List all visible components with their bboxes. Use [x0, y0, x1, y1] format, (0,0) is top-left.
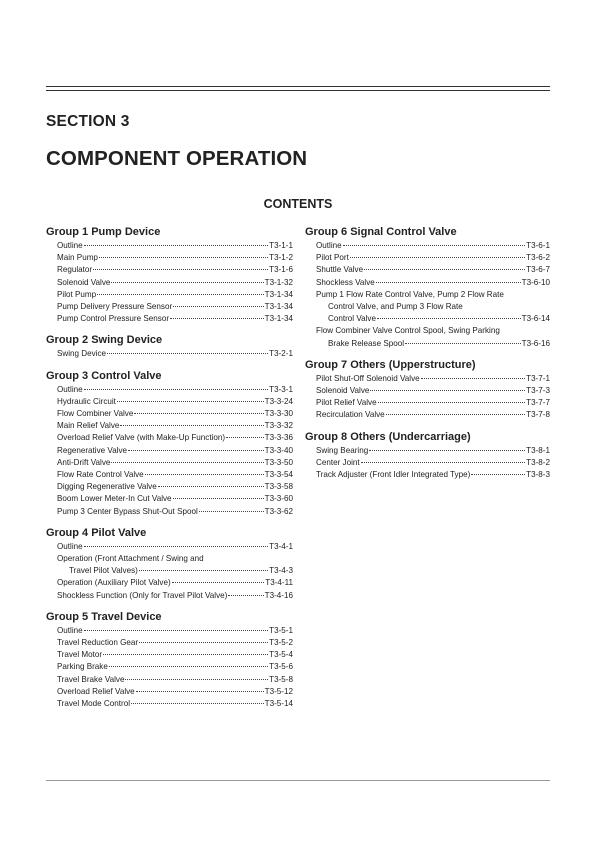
toc-entry[interactable]	[46, 493, 293, 505]
entry-title: Solenoid Valve	[316, 386, 370, 396]
group-title: Group 7 Others (Upperstructure)	[305, 358, 476, 371]
toc-group	[46, 526, 293, 602]
entry-page: T3-4-3	[269, 566, 293, 576]
entry-title: Pump 3 Center Bypass Shut-Out Spool	[57, 506, 198, 516]
top-rule	[46, 86, 550, 91]
toc-entry[interactable]	[46, 565, 293, 577]
dot-leader	[364, 269, 525, 270]
toc-entry[interactable]	[46, 625, 293, 637]
entry-page: T3-6-10	[521, 277, 550, 287]
toc-entry[interactable]	[305, 338, 550, 350]
entry-title: Main Pump	[57, 253, 98, 263]
entry-page: T3-6-14	[521, 314, 550, 324]
entry-title: Anti-Drift Valve	[57, 457, 111, 467]
entry-page: T3-4-11	[265, 578, 293, 588]
dot-leader	[109, 666, 268, 667]
toc-column-left	[46, 225, 293, 718]
entry-title: Shockless Valve	[316, 277, 375, 287]
toc-entry[interactable]	[305, 457, 550, 469]
entry-page: T3-1-32	[264, 277, 293, 287]
dot-leader	[111, 282, 263, 283]
dot-leader	[172, 582, 265, 583]
entry-page: T3-3-36	[264, 433, 293, 443]
toc-group	[305, 225, 550, 350]
entry-title: Parking Brake	[57, 662, 108, 672]
entry-page: T3-5-6	[269, 662, 293, 672]
toc-entry[interactable]	[305, 264, 550, 276]
toc-entry[interactable]	[46, 420, 293, 432]
entry-title: Travel Brake Valve	[57, 674, 125, 684]
toc-entry[interactable]	[46, 264, 293, 276]
toc-entry[interactable]	[305, 469, 550, 481]
group-title: Group 6 Signal Control Valve	[305, 226, 457, 238]
toc-entry[interactable]	[46, 649, 293, 661]
entry-title: Regulator	[57, 265, 93, 275]
entry-page: T3-5-2	[269, 638, 293, 648]
entry-page: T3-4-1	[269, 541, 293, 551]
toc-entry[interactable]	[46, 240, 293, 252]
entry-title: Pump Delivery Pressure Sensor	[57, 302, 173, 312]
entry-title: Travel Reduction Gear	[57, 638, 139, 648]
entry-title: Outline	[57, 541, 83, 551]
dot-leader	[131, 703, 264, 704]
dot-leader	[145, 474, 264, 475]
entry-page: T3-7-8	[526, 410, 550, 420]
dot-leader	[84, 389, 269, 390]
toc-entry[interactable]	[46, 698, 293, 710]
entry-page: T3-2-1	[269, 349, 293, 359]
entry-title-line: Pump 1 Flow Rate Control Valve, Pump 2 Flow Rate	[316, 289, 504, 299]
entry-title: Pilot Shut-Off Solenoid Valve	[316, 373, 420, 383]
dot-leader	[386, 414, 525, 415]
entry-page: T3-3-62	[264, 506, 293, 516]
toc-entry[interactable]	[305, 252, 550, 264]
group-title: Group 4 Pilot Valve	[46, 526, 147, 539]
dot-leader	[377, 318, 521, 319]
entry-page: T3-7-1	[526, 373, 550, 383]
dot-leader	[128, 450, 264, 451]
toc-group	[46, 610, 293, 710]
toc-entry[interactable]	[305, 313, 550, 325]
toc-group	[46, 225, 293, 325]
entry-title-line: Control Valve, and Pump 3 Flow Rate	[328, 302, 463, 312]
entry-title: Overload Relief Valve	[57, 686, 135, 696]
toc-entry[interactable]	[46, 277, 293, 289]
entry-title: Outline	[57, 241, 83, 250]
toc-entry[interactable]	[46, 313, 293, 325]
toc-entry[interactable]	[46, 252, 293, 264]
entry-page: T3-3-50	[264, 457, 293, 467]
dot-leader	[199, 511, 264, 512]
entry-page: T3-1-34	[264, 314, 293, 324]
entry-page: T3-3-1	[269, 384, 293, 394]
entry-title: Shockless Function (Only for Travel Pilot Valve)	[57, 590, 228, 600]
entry-page: T3-3-32	[264, 421, 293, 431]
group-title: Group 3 Control Valve	[46, 369, 162, 382]
entry-page: T3-5-12	[264, 686, 293, 696]
toc-entry[interactable]	[46, 457, 293, 469]
entry-page: T3-6-16	[521, 338, 550, 348]
toc-group	[305, 430, 550, 482]
toc-group	[305, 358, 550, 422]
toc-entry[interactable]	[46, 590, 293, 602]
dot-leader	[97, 294, 264, 295]
toc-entry[interactable]	[305, 240, 550, 252]
dot-leader	[343, 245, 526, 246]
entry-page: T3-1-2	[269, 253, 293, 263]
group-title: Group 1 Pump Device	[46, 226, 161, 238]
entry-title: Track Adjuster (Front Idler Integrated Type)	[316, 470, 471, 480]
entry-title: Swing Bearing	[316, 445, 369, 455]
dot-leader	[421, 378, 526, 379]
entry-title: Boom Lower Meter-In Cut Valve	[57, 494, 172, 504]
entry-page: T3-8-2	[526, 457, 550, 467]
dot-leader	[84, 630, 269, 631]
entry-page: T3-3-30	[264, 409, 293, 419]
entry-page: T3-1-6	[269, 265, 293, 275]
entry-title: Pilot Port	[316, 253, 349, 263]
group-title: Group 2 Swing Device	[46, 334, 163, 347]
dot-leader	[378, 402, 526, 403]
toc-entry[interactable]	[46, 396, 293, 408]
entry-page: T3-6-1	[526, 241, 550, 250]
entry-title: Flow Rate Control Valve	[57, 470, 144, 480]
dot-leader	[369, 450, 525, 451]
entry-title: Digging Regenerative Valve	[57, 482, 157, 492]
entry-title: Center Joint	[316, 457, 360, 467]
dot-leader	[158, 486, 264, 487]
toc-entry[interactable]	[305, 373, 550, 385]
dot-leader	[139, 642, 268, 643]
dot-leader	[226, 437, 264, 438]
toc-entry[interactable]	[46, 637, 293, 649]
entry-title: Hydraulic Circuit	[57, 396, 116, 406]
entry-page: T3-1-34	[264, 302, 293, 312]
entry-title: Operation (Auxiliary Pilot Valve)	[57, 578, 171, 588]
entry-page: T3-3-60	[264, 494, 293, 504]
dot-leader	[125, 679, 268, 680]
toc-column-right	[305, 225, 550, 489]
entry-title: Control Valve	[328, 314, 376, 324]
entry-title-line: Operation (Front Attachment / Swing and	[57, 554, 204, 564]
dot-leader	[405, 343, 521, 344]
entry-page: T3-1-1	[269, 241, 293, 250]
dot-leader	[228, 595, 263, 596]
toc-entry[interactable]	[46, 289, 293, 301]
entry-title: Shuttle Valve	[316, 265, 364, 275]
toc-entry[interactable]	[305, 397, 550, 409]
toc-entry[interactable]	[46, 432, 293, 444]
toc-entry[interactable]	[46, 506, 293, 518]
entry-page: T3-5-1	[269, 625, 293, 635]
dot-leader	[136, 691, 264, 692]
toc-entry[interactable]	[46, 408, 293, 420]
toc-entry[interactable]	[305, 409, 550, 421]
toc-entry[interactable]	[46, 481, 293, 493]
dot-leader	[173, 498, 264, 499]
dot-leader	[361, 462, 526, 463]
dot-leader	[170, 318, 264, 319]
dot-leader	[84, 546, 269, 547]
toc-entry[interactable]	[46, 661, 293, 673]
entry-page: T3-6-7	[526, 265, 550, 275]
dot-leader	[93, 269, 268, 270]
dot-leader	[370, 390, 525, 391]
dot-leader	[376, 282, 521, 283]
entry-title: Pilot Relief Valve	[316, 398, 377, 408]
entry-title: Pump Control Pressure Sensor	[57, 314, 170, 324]
bottom-rule	[46, 780, 550, 781]
dot-leader	[117, 401, 264, 402]
dot-leader	[350, 257, 525, 258]
entry-title: Travel Mode Control	[57, 699, 131, 709]
group-title: Group 5 Travel Device	[46, 610, 162, 623]
toc-entry[interactable]	[305, 385, 550, 397]
section-label: SECTION 3	[46, 113, 130, 130]
entry-title: Flow Combiner Valve	[57, 409, 134, 419]
dot-leader	[471, 474, 525, 475]
entry-page: T3-7-3	[526, 386, 550, 396]
dot-leader	[134, 413, 263, 414]
entry-page: T3-4-16	[264, 590, 293, 600]
entry-title: Travel Motor	[57, 650, 103, 660]
toc-group	[46, 333, 293, 360]
dot-leader	[111, 462, 263, 463]
dot-leader	[99, 257, 268, 258]
entry-title: Main Relief Valve	[57, 421, 120, 431]
entry-page: T3-3-40	[264, 445, 293, 455]
group-title: Group 8 Others (Undercarriage)	[305, 430, 471, 443]
entry-page: T3-5-8	[269, 674, 293, 684]
contents-heading: CONTENTS	[263, 197, 333, 211]
entry-page: T3-7-7	[526, 398, 550, 408]
entry-title: Brake Release Spool	[328, 338, 405, 348]
entry-title: Regenerative Valve	[57, 445, 128, 455]
dot-leader	[173, 306, 264, 307]
entry-title: Outline	[57, 625, 83, 635]
entry-title: Outline	[57, 384, 83, 394]
toc-entry[interactable]	[46, 686, 293, 698]
dot-leader	[107, 353, 268, 354]
entry-page: T3-8-1	[526, 445, 550, 455]
toc-entry[interactable]	[305, 445, 550, 457]
toc-entry[interactable]	[46, 469, 293, 481]
entry-page: T3-5-14	[264, 699, 293, 709]
toc-group	[46, 369, 293, 518]
entry-page: T3-5-4	[269, 650, 293, 660]
toc-entry[interactable]	[46, 674, 293, 686]
entry-title: Outline	[316, 241, 342, 250]
entry-page: T3-3-58	[264, 482, 293, 492]
toc-entry[interactable]	[46, 577, 293, 589]
dot-leader	[84, 245, 269, 246]
entry-page: T3-3-24	[264, 396, 293, 406]
toc-entry[interactable]	[46, 445, 293, 457]
toc-entry[interactable]	[46, 541, 293, 553]
entry-page: T3-6-2	[526, 253, 550, 263]
entry-page: T3-1-34	[264, 289, 293, 299]
entry-page: T3-8-3	[526, 470, 550, 480]
toc-entry[interactable]	[46, 348, 293, 360]
entry-title: Recirculation Valve	[316, 410, 385, 420]
dot-leader	[103, 654, 268, 655]
dot-leader	[139, 570, 268, 571]
toc-entry[interactable]	[305, 277, 550, 289]
section-title: COMPONENT OPERATION	[46, 147, 308, 170]
entry-title: Travel Pilot Valves)	[69, 566, 138, 576]
dot-leader	[120, 425, 263, 426]
entry-title: Solenoid Valve	[57, 277, 111, 287]
entry-title: Overload Relief Valve (with Make-Up Function)	[57, 433, 226, 443]
entry-title: Swing Device	[57, 349, 107, 359]
toc-entry[interactable]	[46, 301, 293, 313]
entry-page: T3-3-54	[264, 470, 293, 480]
entry-title: Pilot Pump	[57, 289, 97, 299]
entry-title-line: Flow Combiner Valve Control Spool, Swing Parking	[316, 326, 500, 336]
toc-entry[interactable]	[46, 384, 293, 396]
